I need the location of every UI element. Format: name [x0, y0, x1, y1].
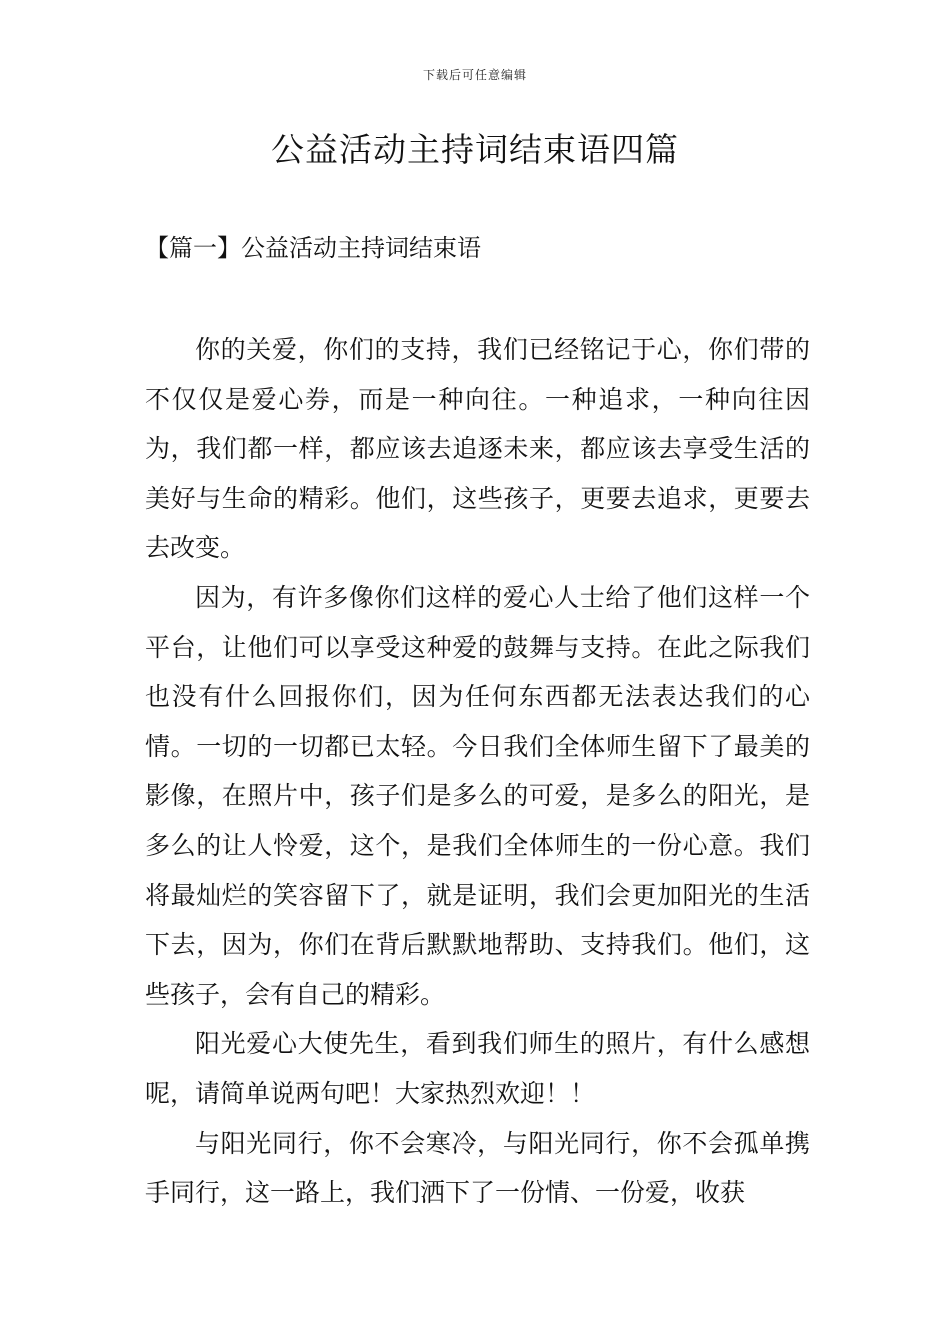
document-title: 公益活动主持词结束语四篇 — [271, 130, 679, 169]
paragraph: 你的关爱，你们的支持，我们已经铭记于心，你们带的不仅仅是爱心券，而是一种向往。一种追求，一种向往因为，我们都一样，都应该去追逐未来，都应该去享受生活的美好与生命的精彩。他们，这些孩子，更要去追求，更要去去改变。 — [145, 335, 810, 563]
paragraph: 阳光爱心大使先生，看到我们师生的照片，有什么感想呢，请简单说两句吧！大家热烈欢迎！！ — [145, 1029, 810, 1108]
paragraph: 与阳光同行，你不会寒冷，与阳光同行，你不会孤单携手同行，这一路上，我们洒下了一份情、一份爱，收获 — [145, 1128, 810, 1208]
section-heading: 【篇一】公益活动主持词结束语 — [145, 234, 481, 262]
paragraph: 因为，有许多像你们这样的爱心人士给了他们这样一个平台，让他们可以享受这种爱的鼓舞与支持。在此之际我们也没有什么回报你们，因为任何东西都无法表达我们的心情。一切的一切都已太轻。今日我们全体师生留下了最美的影像，在照片中，孩子们是多么的可爱，是多么的阳光，是多么的让人怜爱，这个，是我们全体师生的一份心意。我们将最灿烂的笑容留下了，就是证明，我们会更加阳光的生活下去，因为，你们在背后默默地帮助、支持我们。他们，这些孩子，会有自己的精彩。 — [145, 582, 810, 1009]
document-body — [145, 325, 810, 1218]
header-note: 下载后可任意编辑 — [422, 68, 527, 82]
